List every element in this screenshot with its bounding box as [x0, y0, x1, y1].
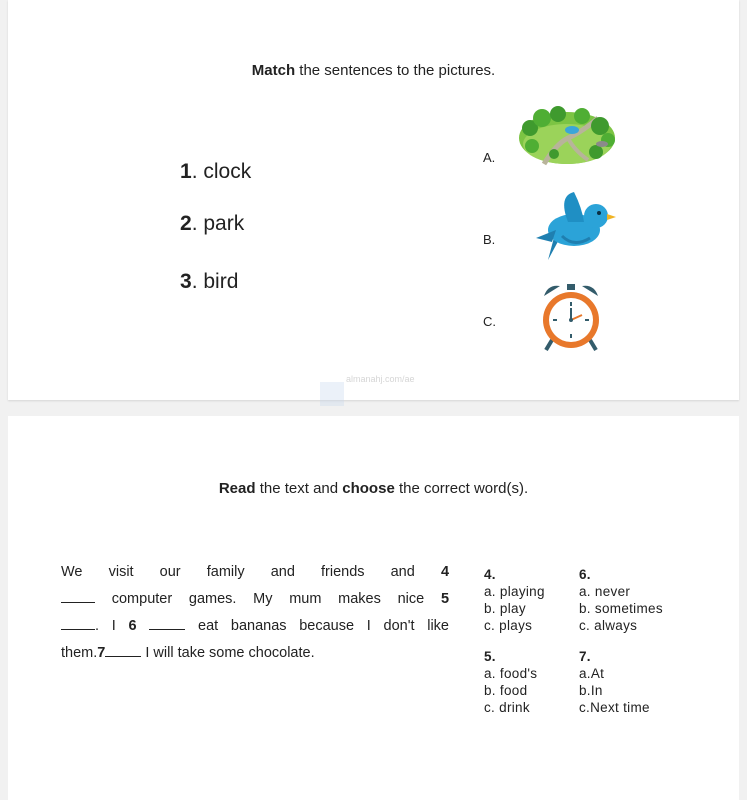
park-picture-icon: [516, 104, 618, 168]
blank-6[interactable]: [149, 617, 185, 630]
option-a[interactable]: a. playing: [484, 584, 545, 599]
instruction-text-rest: the correct word(s).: [394, 480, 529, 497]
option-c[interactable]: c.Next time: [579, 700, 650, 715]
option-b[interactable]: b. sometimes: [579, 601, 663, 616]
option-a[interactable]: a. never: [579, 584, 631, 599]
line-text: . I: [95, 618, 116, 634]
picture-label-c: C.: [483, 314, 496, 329]
instruction-bold-choose: choose: [342, 480, 395, 497]
watermark-text: almanahj.com/ae: [346, 374, 415, 384]
blank-number-6: 6: [128, 618, 137, 634]
item-word: park: [203, 212, 245, 235]
match-item-park: 2. park: [180, 212, 245, 235]
watermark-logo-icon: [320, 382, 344, 406]
instruction-text-mid: the text and: [255, 480, 343, 497]
item-word: bird: [203, 270, 239, 293]
match-item-bird: 3. bird: [180, 270, 239, 293]
paragraph-line-3: [61, 613, 449, 640]
options-q5: [484, 648, 537, 716]
option-b[interactable]: b.In: [579, 683, 603, 698]
line-text: them.: [61, 645, 98, 661]
option-head: 5.: [484, 649, 496, 664]
line-text: eat bananas because I don't like: [198, 618, 449, 634]
line-text: We visit our family and friends and: [61, 564, 415, 580]
paragraph-line-4: [61, 640, 449, 667]
picture-label-a: A.: [483, 150, 496, 165]
instruction-bold: Match: [251, 62, 296, 79]
option-a[interactable]: a. food's: [484, 666, 538, 681]
options-q6: [579, 566, 663, 634]
option-head: 4.: [484, 567, 496, 582]
paragraph-line-2: [61, 586, 449, 613]
options-q7: [579, 648, 650, 716]
paragraph-line-1: [61, 559, 449, 586]
blank-7[interactable]: [105, 644, 141, 657]
item-number: 2: [180, 212, 192, 235]
bird-picture-icon: [528, 190, 618, 262]
option-c[interactable]: c. always: [579, 618, 638, 633]
instruction-bold-read: Read: [218, 480, 256, 497]
line-text: computer games. My mum makes nice: [111, 591, 425, 607]
line-text: I will take some chocolate.: [145, 645, 315, 661]
instruction-text: the sentences to the pictures.: [295, 62, 496, 79]
option-a[interactable]: a.At: [579, 666, 605, 681]
reading-instruction: [8, 480, 739, 497]
picture-label-b: B.: [483, 232, 496, 247]
option-c[interactable]: c. drink: [484, 700, 530, 715]
item-number: 3: [180, 270, 192, 293]
option-b[interactable]: b. food: [484, 683, 528, 698]
match-item-clock: 1. clock: [180, 160, 252, 183]
reading-section: [8, 416, 739, 800]
option-head: 7.: [579, 649, 591, 664]
item-number: 1: [180, 160, 192, 183]
alarm-clock-picture-icon: [538, 282, 604, 354]
blank-4[interactable]: [61, 590, 95, 603]
match-instruction: [8, 62, 739, 79]
blank-number-4: 4: [440, 564, 450, 580]
options-q4: [484, 566, 545, 634]
item-word: clock: [203, 160, 252, 183]
blank-5[interactable]: [61, 617, 95, 630]
option-b[interactable]: b. play: [484, 601, 526, 616]
option-c[interactable]: c. plays: [484, 618, 533, 633]
option-head: 6.: [579, 567, 591, 582]
blank-number-5: 5: [440, 591, 450, 607]
match-section: [8, 0, 739, 400]
blank-number-7: 7: [97, 645, 106, 661]
